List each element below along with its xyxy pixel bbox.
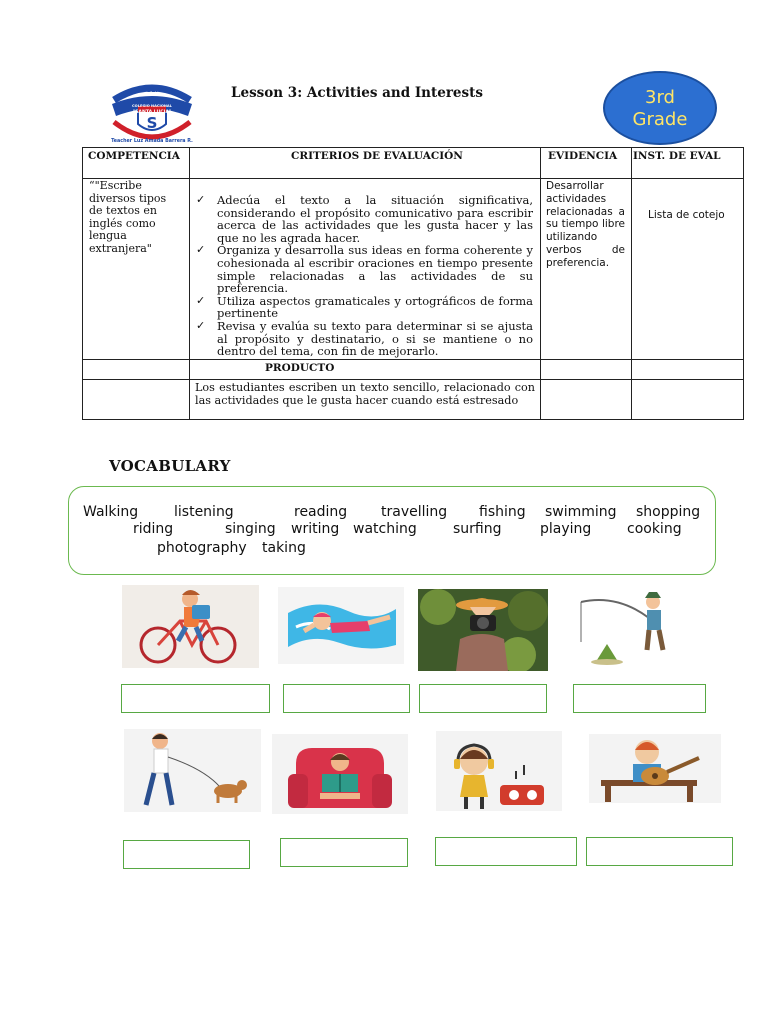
criteria-list xyxy=(196,194,533,358)
header-inst-eval: INST. DE EVAL xyxy=(633,150,721,162)
listening-icon xyxy=(436,731,562,811)
word-bank-word: playing xyxy=(540,521,592,537)
answer-box[interactable] xyxy=(280,838,408,867)
word-bank-word: swimming xyxy=(545,504,617,520)
table-divider xyxy=(83,359,743,360)
table-divider xyxy=(83,379,743,380)
playing-guitar-icon xyxy=(589,734,721,803)
word-bank-word: travelling xyxy=(381,504,448,520)
fishing-icon xyxy=(577,584,707,669)
criteria-item: ✓ Organiza y desarrolla sus ideas en forma coherente y cohesionada al escribir oraciones en tiempo presente simple relacionadas a las actividades de su preferencia. xyxy=(196,244,533,294)
criteria-item: ✓ Adecúa el texto a la situación significativa, considerando el propósito comunicativo para escribir acerca de las actividades que les gusta hacer y las que no les agrada hacer. xyxy=(196,194,533,244)
word-bank-word: riding xyxy=(133,521,174,537)
word-bank-word: fishing xyxy=(479,504,526,520)
svg-text:ENGLISH: ENGLISH xyxy=(136,86,168,94)
svg-text:COLEGIO NACIONAL: COLEGIO NACIONAL xyxy=(132,104,172,108)
svg-text:"SANTA LUCIA": "SANTA LUCIA" xyxy=(132,110,172,115)
answer-box[interactable] xyxy=(573,684,706,713)
walking-icon xyxy=(124,729,261,812)
word-bank-word: surfing xyxy=(453,521,502,537)
photography-icon xyxy=(418,589,548,671)
word-bank-word: reading xyxy=(294,504,348,520)
swimming-icon xyxy=(278,587,404,664)
grade-badge xyxy=(603,71,717,145)
grade-number: 3rd xyxy=(645,87,675,108)
producto-label: PRODUCTO xyxy=(265,362,335,374)
svg-text:Teacher Luz Amada Barrera R.: Teacher Luz Amada Barrera R. xyxy=(111,139,193,144)
word-bank-word: writing xyxy=(291,521,340,537)
producto-text: Los estudiantes escriben un texto sencillo, relacionado con las actividades que le gusta hacer cuando está estresado xyxy=(195,381,535,407)
word-bank-word: listening xyxy=(174,504,234,520)
criteria-item: ✓ Utiliza aspectos gramaticales y ortográficos de forma pertinente xyxy=(196,295,533,320)
word-bank-word: shopping xyxy=(636,504,701,520)
word-bank-word: cooking xyxy=(627,521,682,537)
answer-box[interactable] xyxy=(283,684,410,713)
inst-eval-text: Lista de cotejo xyxy=(648,209,725,221)
table-divider xyxy=(83,178,743,179)
header-evidencia: EVIDENCIA xyxy=(548,150,618,162)
lesson-title: Lesson 3: Activities and Interests xyxy=(231,85,483,101)
grade-word: Grade xyxy=(632,109,688,130)
school-logo xyxy=(106,82,198,144)
answer-box[interactable] xyxy=(121,684,270,713)
word-bank-word: Walking xyxy=(83,504,139,520)
riding-icon xyxy=(122,585,259,668)
criteria-item: ✓ Revisa y evalúa su texto para determinar si se ajusta al propósito y destinatario, o si se mantiene o no dentro del tema, con fin de mejorarlo. xyxy=(196,320,533,358)
header-competencia: COMPETENCIA xyxy=(88,150,180,162)
competencia-text: “"Escribe diversos tipos de textos en inglés como lengua extranjera" xyxy=(89,179,167,255)
header-criterios: CRITERIOS DE EVALUACIÓN xyxy=(291,150,463,162)
answer-box[interactable] xyxy=(123,840,250,869)
svg-text:S: S xyxy=(146,114,158,132)
word-bank-word: watching xyxy=(353,521,417,537)
vocabulary-title: VOCABULARY xyxy=(109,457,231,475)
reading-icon xyxy=(272,734,408,814)
answer-box[interactable] xyxy=(435,837,577,866)
answer-box[interactable] xyxy=(419,684,547,713)
word-bank-word: photography xyxy=(157,540,247,556)
evaluation-table xyxy=(82,147,744,420)
word-bank-word: taking xyxy=(262,540,306,556)
answer-box[interactable] xyxy=(586,837,733,866)
word-bank-word: singing xyxy=(225,521,276,537)
evidencia-text: Desarrollar actividades relacionadas a su tiempo libre utilizando verbos de preferencia. xyxy=(546,180,625,269)
